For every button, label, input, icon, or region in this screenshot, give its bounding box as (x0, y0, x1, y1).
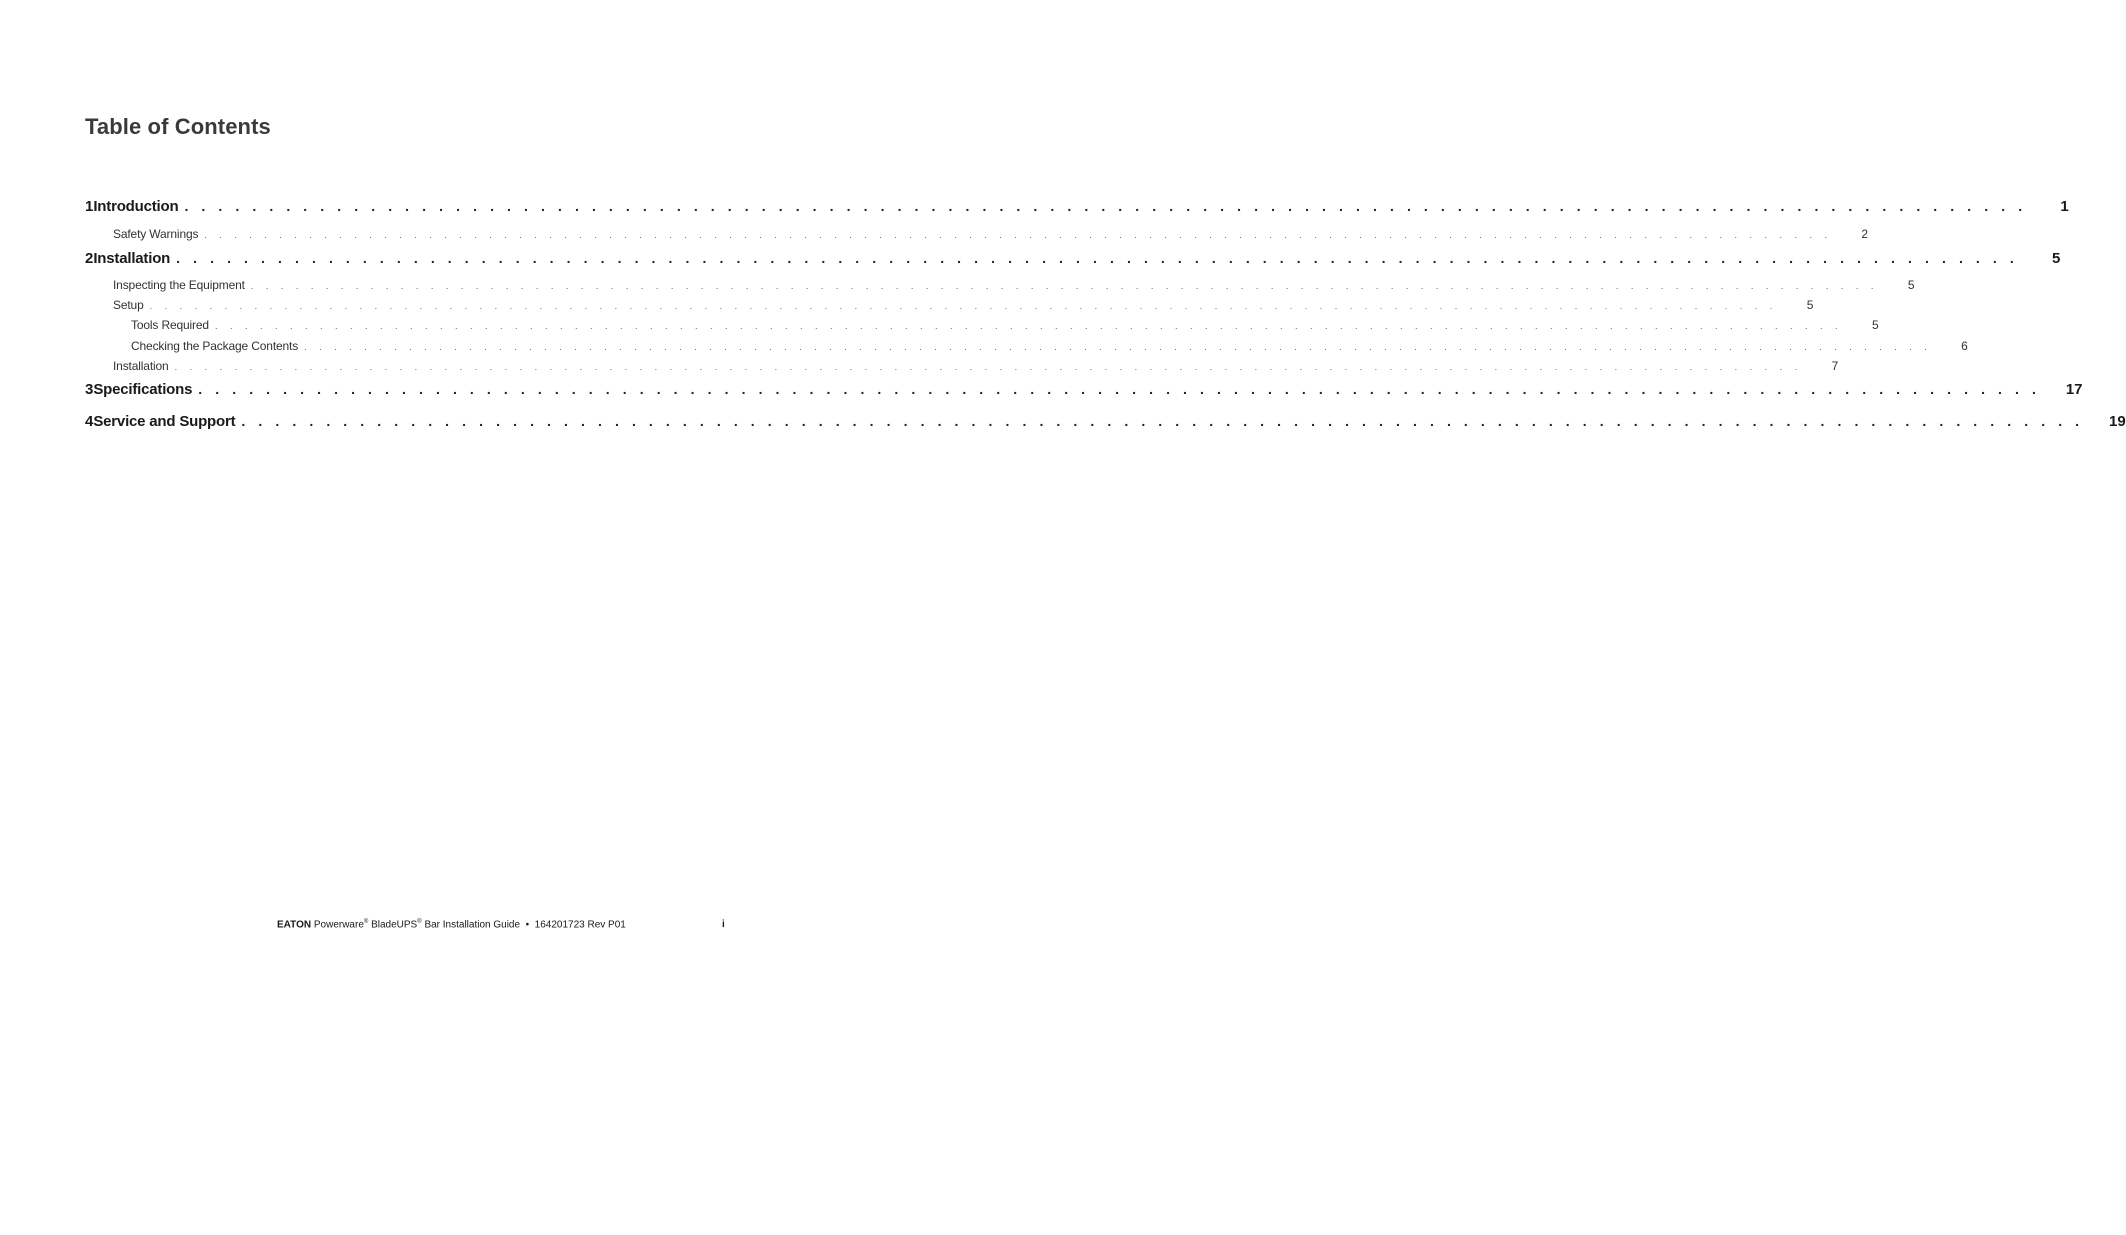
toc-entry-setup[interactable] (85, 298, 1814, 320)
registered-mark: ® (363, 919, 369, 925)
registered-mark: ® (417, 919, 422, 925)
page-title: Table of Contents (85, 114, 271, 139)
entry-title[interactable]: Safety Warnings (113, 227, 199, 241)
page-number: 19 (2109, 413, 2126, 430)
page-number: 5 (1806, 298, 1814, 312)
toc-chapter-installation[interactable] (85, 250, 2061, 272)
footer-page-number: i (722, 919, 725, 930)
page-number: 5 (1907, 278, 1915, 292)
page-number: 2 (1861, 227, 1868, 241)
leader-dots: . . . . . . . . . . . . . . . . . . . . . . . . . . . . . . . . . . . . . . . . . . . . . . . . . . . . . . . . . . . . . . . . . . . . . . . . . . . . . . . . . . . . . . . . . . . . . . . . . . . . . . . . . . . . . (149, 301, 1778, 311)
entry-title[interactable]: Installation (113, 359, 169, 373)
page-number: 5 (2052, 250, 2061, 267)
page-footer (277, 919, 626, 930)
entry-title[interactable]: Setup (113, 298, 144, 312)
toc-entry-installation[interactable] (85, 359, 1839, 381)
page-number: 1 (2060, 198, 2069, 215)
footer-product-powerware: Powerware (313, 919, 364, 931)
leader-dots: . . . . . . . . . . . . . . . . . . . . . . . . . . . . . . . . . . . . . . . . . . . . . . . . . . . . . . . . . . . . . . . . . . . . . . . . . . . . . . . . . . . . . . . . . . . . . . . . . . . . . . . . . . . . . (250, 281, 1879, 291)
chapter-title[interactable]: Installation (93, 250, 171, 267)
toc-chapter-service-and-support[interactable] (85, 413, 2126, 435)
footer-product-bladeups: BladeUPS (371, 919, 418, 931)
toc-entry-safety-warnings[interactable] (85, 227, 1868, 249)
page-number: 7 (1831, 359, 1839, 373)
chapter-title[interactable]: Introduction (93, 198, 179, 215)
chapter-number: 3 (85, 381, 94, 398)
leader-dots: . . . . . . . . . . . . . . . . . . . . . . . . . . . . . . . . . . . . . . . . . . . . . . . . . . . . . . . . . . . . . . . . . . . . . . . . . . . . . . . . . . . . . . . . . . . . . . . . . . . . . . . . . . . . . (241, 413, 2084, 429)
entry-title[interactable]: Inspecting the Equipment (113, 278, 245, 292)
leader-dots: . . . . . . . . . . . . . . . . . . . . . . . . . . . . . . . . . . . . . . . . . . . . . . . . . . . . . . . . . . . . . . . . . . . . . . . . . . . . . . . . . . . . . . . . . . . . . . . . . . . . . . . . . . . . . (184, 198, 2027, 214)
leader-dots: . . . . . . . . . . . . . . . . . . . . . . . . . . . . . . . . . . . . . . . . . . . . . . . . . . . . . . . . . . . . . . . . . . . . . . . . . . . . . . . . . . . . . . . . . . . . . . . . . . . . . . . . . . . . . (176, 250, 2019, 266)
toc-entry-checking-package-contents[interactable] (85, 339, 1968, 361)
toc-entry-inspecting-equipment[interactable] (85, 278, 1915, 300)
chapter-title[interactable]: Service and Support (93, 413, 236, 430)
chapter-number: 4 (85, 413, 94, 430)
footer-doc-info: Bar Installation Guide • 164201723 Rev P01 (424, 919, 626, 931)
toc-chapter-specifications[interactable] (85, 381, 2083, 403)
page-number: 6 (1961, 339, 1968, 353)
entry-title[interactable]: Tools Required (131, 318, 209, 332)
leader-dots: . . . . . . . . . . . . . . . . . . . . . . . . . . . . . . . . . . . . . . . . . . . . . . . . . . . . . . . . . . . . . . . . . . . . . . . . . . . . . . . . . . . . . . . . . . . . . . . . . . . . . . . . . . . . . (204, 230, 1832, 240)
entry-title[interactable]: Checking the Package Contents (131, 339, 299, 353)
toc-entry-tools-required[interactable] (85, 318, 1879, 340)
chapter-number: 2 (85, 250, 94, 267)
page-number: 17 (2065, 381, 2083, 398)
footer-brand: EATON (277, 919, 312, 931)
page-number: 5 (1872, 318, 1879, 332)
chapter-number: 1 (85, 198, 94, 215)
toc-chapter-introduction[interactable] (85, 198, 2069, 220)
leader-dots: . . . . . . . . . . . . . . . . . . . . . . . . . . . . . . . . . . . . . . . . . . . . . . . . . . . . . . . . . . . . . . . . . . . . . . . . . . . . . . . . . . . . . . . . . . . . . . . . . . . . . . . . . . . . . (174, 362, 1803, 372)
leader-dots: . . . . . . . . . . . . . . . . . . . . . . . . . . . . . . . . . . . . . . . . . . . . . . . . . . . . . . . . . . . . . . . . . . . . . . . . . . . . . . . . . . . . . . . . . . . . . . . . . . . . . . . . . . . . . (214, 321, 1843, 331)
leader-dots: . . . . . . . . . . . . . . . . . . . . . . . . . . . . . . . . . . . . . . . . . . . . . . . . . . . . . . . . . . . . . . . . . . . . . . . . . . . . . . . . . . . . . . . . . . . . . . . . . . . . . . . . . . . . . (198, 381, 2041, 397)
leader-dots: . . . . . . . . . . . . . . . . . . . . . . . . . . . . . . . . . . . . . . . . . . . . . . . . . . . . . . . . . . . . . . . . . . . . . . . . . . . . . . . . . . . . . . . . . . . . . . . . . . . . . . . . . . . . . (304, 342, 1932, 352)
chapter-title[interactable]: Specifications (93, 381, 193, 398)
